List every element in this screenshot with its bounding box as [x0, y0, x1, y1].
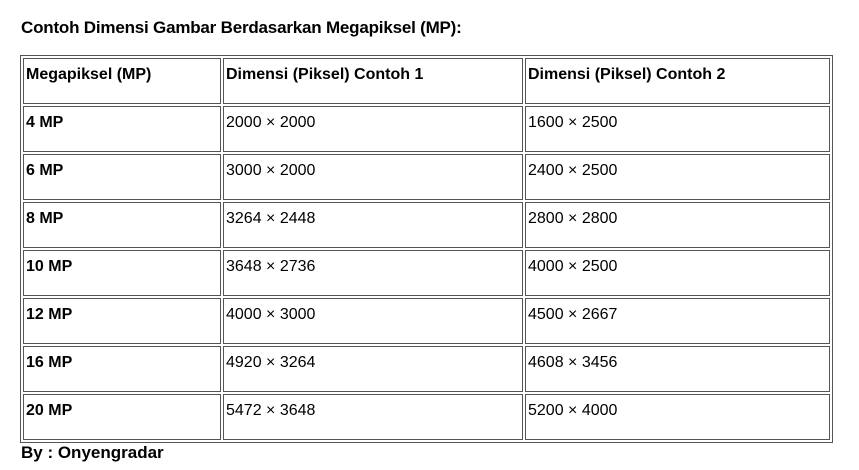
megapixel-cell: 4 MP: [23, 106, 221, 152]
dimension-1-cell: 4920 × 3264: [223, 346, 523, 392]
dimension-2-cell: 2400 × 2500: [525, 154, 830, 200]
megapixel-cell: 8 MP: [23, 202, 221, 248]
dimension-1-cell: 5472 × 3648: [223, 394, 523, 440]
dimension-2-cell: 5200 × 4000: [525, 394, 830, 440]
megapixel-cell: 10 MP: [23, 250, 221, 296]
table-row: [23, 202, 830, 248]
header-megapixel: Megapiksel (MP): [23, 58, 221, 104]
megapixel-cell: 12 MP: [23, 298, 221, 344]
page-title: Contoh Dimensi Gambar Berdasarkan Megapiksel (MP):: [21, 18, 462, 37]
dimension-2-cell: 2800 × 2800: [525, 202, 830, 248]
dimension-2-cell: 4608 × 3456: [525, 346, 830, 392]
megapixel-dimension-table: [20, 55, 833, 443]
table-row: [23, 106, 830, 152]
dimension-1-cell: 3648 × 2736: [223, 250, 523, 296]
table-row: [23, 250, 830, 296]
header-dimension-example-2: Dimensi (Piksel) Contoh 2: [525, 58, 830, 104]
table-row: [23, 298, 830, 344]
dimension-1-cell: 2000 × 2000: [223, 106, 523, 152]
dimension-1-cell: 3000 × 2000: [223, 154, 523, 200]
dimension-1-cell: 3264 × 2448: [223, 202, 523, 248]
dimension-2-cell: 4500 × 2667: [525, 298, 830, 344]
table-row: [23, 394, 830, 440]
megapixel-cell: 20 MP: [23, 394, 221, 440]
header-dimension-example-1: Dimensi (Piksel) Contoh 1: [223, 58, 523, 104]
table-row: [23, 154, 830, 200]
dimension-1-cell: 4000 × 3000: [223, 298, 523, 344]
table-row: [23, 346, 830, 392]
table-header-row: [23, 58, 830, 104]
dimension-2-cell: 1600 × 2500: [525, 106, 830, 152]
megapixel-cell: 6 MP: [23, 154, 221, 200]
megapixel-cell: 16 MP: [23, 346, 221, 392]
dimension-2-cell: 4000 × 2500: [525, 250, 830, 296]
author-credit: By : Onyengradar: [21, 443, 164, 462]
